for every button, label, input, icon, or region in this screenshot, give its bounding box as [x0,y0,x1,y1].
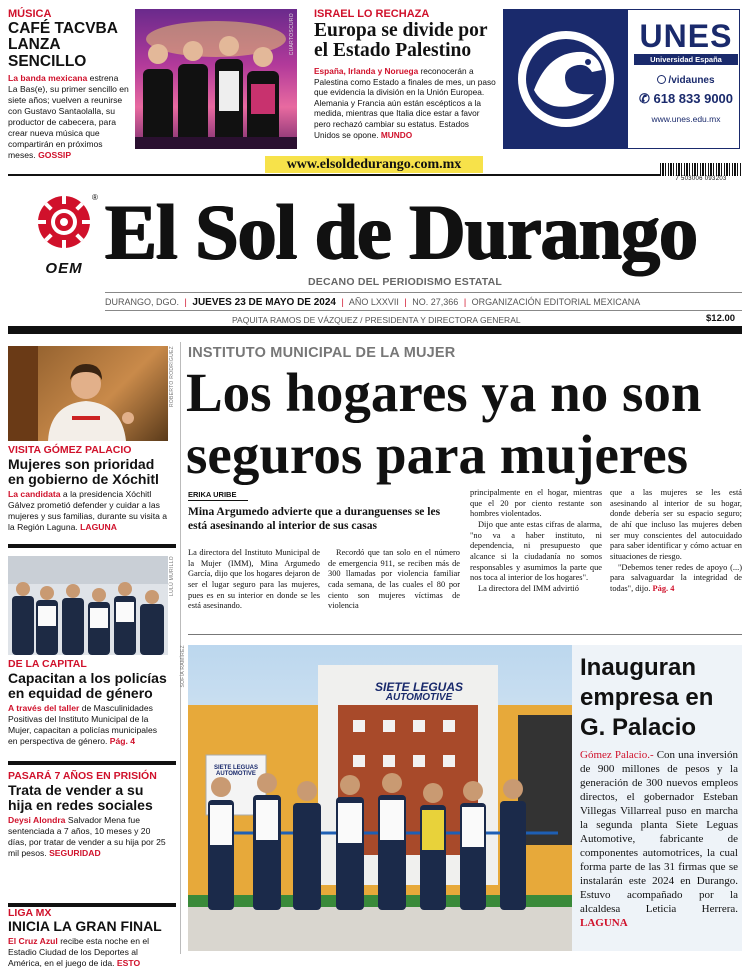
body-text: Salvador Mena fue sentenciada a 7 años, 10 meses y 20 días, por tratar de vender a su hija por 25 mil pesos. [8,815,166,859]
body-text: a la presidencia Xóchitl Gálvez prometió defender y cuidar a las mujeres y sus familias, durante su visita a la Región Laguna. [8,489,168,533]
col3-para1: principalmente en el hogar, mientras que el 20 por ciento restante son hombres violentados. [470,488,602,519]
unes-ad[interactable] [503,9,740,149]
eagle-logo-icon [504,10,628,148]
main-headline-line2: seguros para mujeres [186,424,689,485]
kicker: VISITA GÓMEZ PALACIO [8,444,132,456]
officers-illustration [8,556,168,655]
ad-website[interactable]: www.unes.edu.mx [651,114,721,124]
kicker: PASARÁ 7 AÑOS EN PRISIÓN [8,770,157,782]
oem-label: OEM [45,260,83,277]
headline: INICIA LA GRAN FINAL [8,918,162,934]
ad-social[interactable]: /vidaunes [668,75,715,86]
col4-para1: que a las mujeres se les está asesinando al interior de su hogar, donde debería ser su espacio seguro; de ahí que incluso las mujeres deben ser muy conscientes del autocuidado para saber identificar y cómo actuar en situaciones de riesgo. [610,488,742,562]
section-tag[interactable]: Pág. 4 [652,584,675,594]
band-illustration [135,9,297,149]
section-tag[interactable]: LAGUNA [580,916,628,929]
kicker: ISRAEL LO RECHAZA [314,8,430,20]
headline: Europa se divide por el Estado Palestino [314,20,488,62]
lead: La candidata [8,489,61,500]
body-text: estrena La Bas(e), su primer sencillo en siete años; vuelven a reunirse con Gustavo Santaolalla, su productor de cabecera, para crear nueva música que compartirán en próximos meses. [8,72,129,160]
lead: Gómez Palacio.- [580,749,654,761]
lead: El Cruz Azul [8,935,58,946]
inauguration-photo [188,645,572,951]
newspaper-title: El Sol de Durango [105,188,697,275]
factory-sign [360,681,478,703]
left-story-trafficking[interactable] [8,770,168,859]
sun-logo-icon [30,190,98,252]
main-col-1: La directora del Instituto Municipal de la Mujer (IMM), Mina Argumedo García, dijo que los hogares dejaron de ser el lugar seguro para las mujeres, pues es en su interior en donde se les está asesinando. [188,548,320,611]
kicker: MÚSICA [8,8,52,20]
left-story-xochitl[interactable] [8,444,168,533]
svg-text:®: ® [92,193,98,202]
headline: Mujeres son prioridad en gobierno de Xóchitl [8,456,159,487]
issue-number: NO. 27,366 [412,297,459,307]
left-story-ligamx[interactable] [8,907,168,969]
section-tag[interactable]: LAGUNA [80,522,117,533]
social-icon [657,75,666,84]
main-col-3 [470,488,602,595]
main-subhead: Mina Argumedo advierte que a duranguenses se les está asesinando al interior de sus casas [188,506,441,532]
ad-brand: UNES [639,18,733,54]
sign-line2: AUTOMOTIVE [385,692,453,703]
organization: ORGANIZACIÓN EDITORIAL MEXICANA [471,297,641,307]
section-tag[interactable]: GOSSIP [38,149,72,160]
date: JUEVES 23 DE MAYO DE 2024 [192,297,336,308]
ad-logo-panel [504,10,628,148]
col3-para2: Dijo que ante estas cifras de alarma, "no va a haber instituto, ni dependencia, ni presupuesto que alcance si la ciudadanía no somos responsables y asumimos la parte que nos toca al interior de los hogares". [470,520,602,583]
lead: España, Irlanda y Noruega [314,65,419,76]
top-story-palestine[interactable] [314,8,496,140]
event-banner: SIETE LEGUAS AUTOMOTIVE [213,765,258,777]
section-tag[interactable]: MUNDO [380,129,413,140]
photo-credit: CUARTOSCURO [289,13,295,56]
body-text: de Masculinidades Positivas del Instituto Municipal de la Mujer, capacitan a policías municipales en perspectiva de género. [8,703,158,747]
phone-icon: ✆ [638,91,654,106]
ad-subtitle: Universidad España [634,54,738,65]
body-text: Con una inversión de 900 millones de pesos y la generación de 300 nuevos empleos directos, el gobernador Esteban Villegas Villarreal puso en marcha la segunda planta Siete Leguas Automotive, fabricante de componentes automotrices, la cual forma parte de las 31 firmas que se instalarán este 2024 en Durango. Estuvo acompañado por la alcaldesa Leticia Herrera. [580,749,738,915]
ad-phone[interactable]: 618 833 9000 [653,91,734,106]
col3-para3: La directora del IMM advirtió [478,584,579,594]
main-col-2: Recordó que tan solo en el número de emergencia 911, se reciben más de 300 llamadas por violencia familiar cada semana, de las cuales el 80 por ciento son mujeres víctimas de violencia [328,548,460,611]
xochitl-photo [8,346,168,441]
headline: CAFÉ TACVBA LANZA SENCILLO [8,20,118,70]
section-tag[interactable]: ESTO [116,957,141,968]
lead: La banda mexicana [8,72,88,83]
section-tag[interactable]: SEGURIDAD [49,848,101,859]
kicker: LIGA MX [8,907,52,919]
photo-credit: ROBERTO RODRÍGUEZ [169,346,175,408]
photo-credit: LULÚ MURILLO [169,556,175,596]
feature-headline: Inauguran empresa en G. Palacio [580,654,714,741]
barcode [660,163,742,182]
feature-sidebar[interactable] [572,645,742,951]
speaker-illustration [8,346,168,441]
main-headline[interactable] [186,362,742,486]
year: AÑO LXXVII [348,297,399,307]
main-col-4 [610,488,742,595]
main-kicker: INSTITUTO MUNICIPAL DE LA MUJER [188,345,456,361]
tagline: DECANO DEL PERIODISMO ESTATAL [308,276,503,288]
photo-credit: SOFÍA RAMÍREZ [180,645,186,688]
director-line: PAQUITA RAMOS DE VÁZQUEZ / PRESIDENTA Y DIRECTORA GENERAL [232,315,521,325]
city: DURANGO, DGO. [105,297,180,307]
headline: Trata de vender a su hija en redes sociales [8,782,153,813]
kicker: DE LA CAPITAL [8,658,87,670]
col4-para2: "Debemos tener redes de apoyo (...) para salvaguardar la integridad de todas", dijo. [610,562,742,594]
body-text: reconocerán a Palestina como Estado a finales de mes, un paso que evidencia la división en la Unión Europea. Alemania y Francia aún están escépticos a la medida, mientras que Italia dice estar a favor pero rechazó cambiar su estatus. Estados Unidos se opone. [314,65,496,140]
website-url[interactable]: www.elsoldedurango.com.mx [265,156,483,173]
lead: A través del taller [8,703,80,714]
police-photo [8,556,168,655]
sign-line1: SIETE LEGUAS [374,680,463,694]
dateline: DURANGO, DGO. | JUEVES 23 DE MAYO DE 2024 | AÑO LXXVII | NO. 27,366 | ORGANIZACIÓN EDITORIAL MEXICANA [105,297,641,308]
price: $12.00 [706,313,736,324]
headline: Capacitan a los policías en equidad de género [8,670,167,701]
top-story-music[interactable] [8,8,130,161]
section-tag[interactable]: Pág. 4 [109,736,136,747]
oem-logo [30,190,98,277]
barcode-number: 7 503006 093203 [675,176,727,182]
lead: Deysi Alondra [8,815,66,826]
left-story-police[interactable] [8,658,168,747]
byline: ERIKA URIBE [188,490,237,499]
main-headline-line1: Los hogares ya no son [186,362,702,423]
band-photo [135,9,297,149]
body-text: recibe esta noche en el Estadio Ciudad de los Deportes al América, en el juego de ida. [8,935,150,968]
